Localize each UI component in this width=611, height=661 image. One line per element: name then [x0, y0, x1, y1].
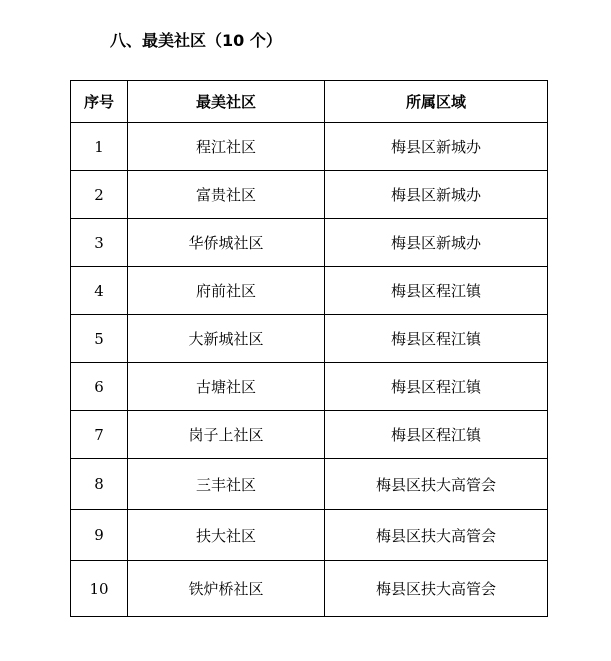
table-row: [71, 411, 548, 459]
cell-district: 梅县区扶大高管会: [325, 459, 548, 510]
cell-index: 6: [71, 363, 128, 411]
cell-district: 梅县区程江镇: [325, 315, 548, 363]
cell-index: 8: [71, 459, 128, 510]
cell-index: 7: [71, 411, 128, 459]
cell-district: 梅县区新城办: [325, 123, 548, 171]
cell-district: 梅县区程江镇: [325, 267, 548, 315]
cell-community: 古塘社区: [128, 363, 325, 411]
table-row: [71, 171, 548, 219]
cell-index: 2: [71, 171, 128, 219]
cell-community: 华侨城社区: [128, 219, 325, 267]
community-table: [70, 80, 548, 617]
header-index: 序号: [71, 81, 128, 123]
table-header-row: [71, 81, 548, 123]
cell-index: 3: [71, 219, 128, 267]
header-district: 所属区域: [325, 81, 548, 123]
cell-index: 1: [71, 123, 128, 171]
cell-community: 大新城社区: [128, 315, 325, 363]
cell-community: 铁炉桥社区: [128, 561, 325, 617]
cell-district: 梅县区程江镇: [325, 411, 548, 459]
cell-index: 4: [71, 267, 128, 315]
table-row: [71, 219, 548, 267]
cell-index: 5: [71, 315, 128, 363]
cell-community: 岗子上社区: [128, 411, 325, 459]
cell-district: 梅县区扶大高管会: [325, 510, 548, 561]
cell-index: 10: [71, 561, 128, 617]
cell-district: 梅县区新城办: [325, 171, 548, 219]
cell-district: 梅县区程江镇: [325, 363, 548, 411]
cell-index: 9: [71, 510, 128, 561]
table-row: [71, 267, 548, 315]
cell-community: 府前社区: [128, 267, 325, 315]
table-row: [71, 510, 548, 561]
cell-community: 程江社区: [128, 123, 325, 171]
table-row: [71, 363, 548, 411]
table-row: [71, 123, 548, 171]
cell-district: 梅县区新城办: [325, 219, 548, 267]
table-row: [71, 315, 548, 363]
cell-district: 梅县区扶大高管会: [325, 561, 548, 617]
cell-community: 三丰社区: [128, 459, 325, 510]
table-row: [71, 561, 548, 617]
header-community: 最美社区: [128, 81, 325, 123]
section-title: 八、最美社区（10 个）: [110, 31, 282, 50]
cell-community: 扶大社区: [128, 510, 325, 561]
table-row: [71, 459, 548, 510]
cell-community: 富贵社区: [128, 171, 325, 219]
